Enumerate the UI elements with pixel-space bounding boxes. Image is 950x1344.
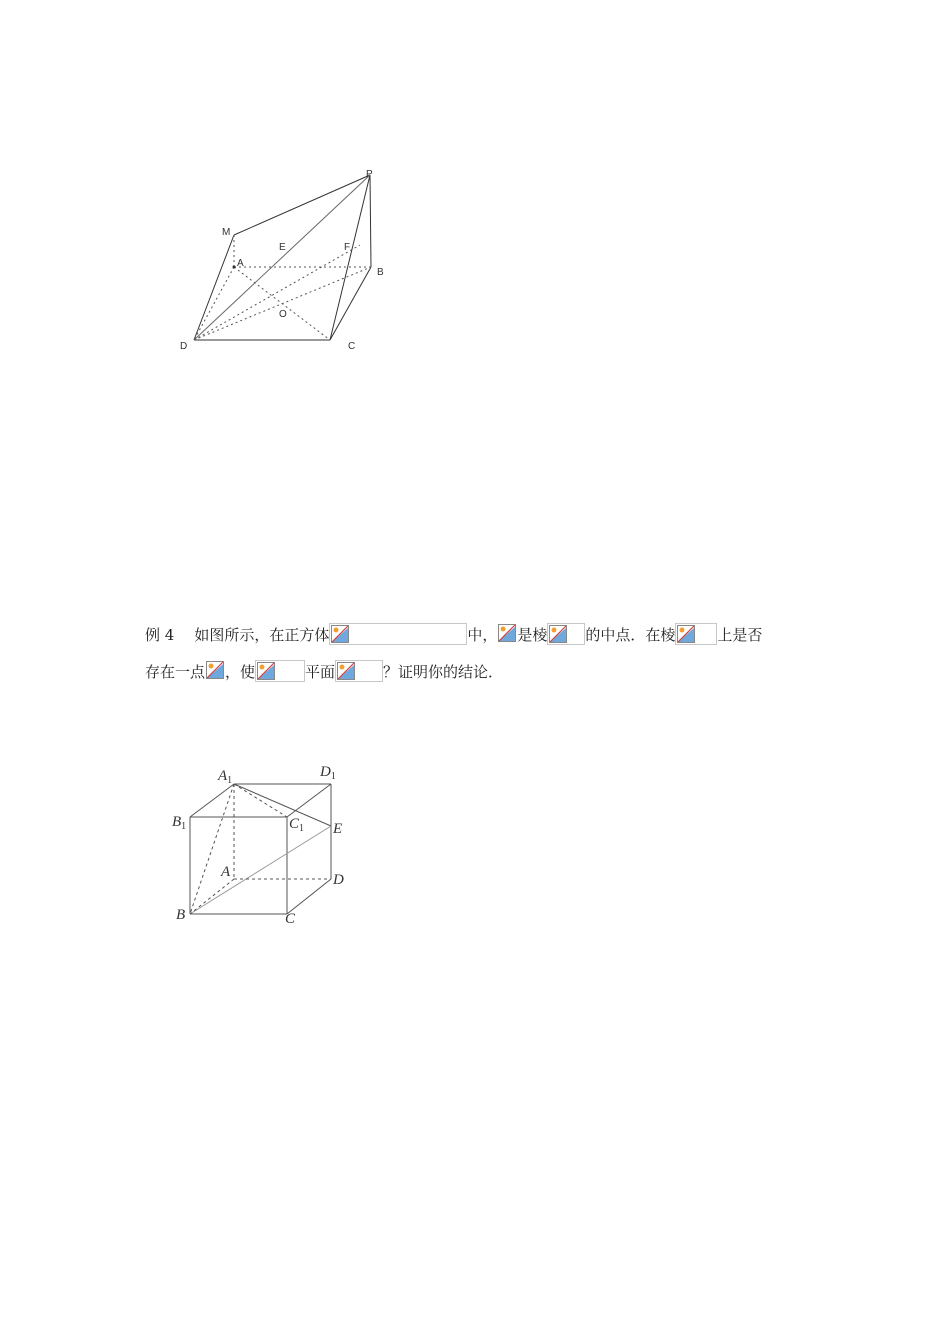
image-placeholder-line <box>255 660 305 682</box>
edge-be <box>190 826 331 914</box>
example4-text: ，使 <box>225 662 256 681</box>
image-placeholder-point-e <box>497 623 517 645</box>
example4-text: 上是否 <box>717 625 763 644</box>
label-b: B <box>176 907 186 923</box>
label-c: C <box>285 911 296 927</box>
edge-a1c1 <box>234 784 287 817</box>
label-a1: $A_1$ <box>218 768 233 786</box>
example4-text: ？证明你的结论． <box>383 662 504 681</box>
label-c: C <box>348 341 356 352</box>
example4-text: 是棱 <box>517 625 548 644</box>
edge-mp <box>234 175 370 235</box>
example4-line1 <box>145 622 762 646</box>
figure-cube <box>165 755 365 935</box>
edge-ab <box>190 879 234 914</box>
example4-line2 <box>145 659 503 683</box>
edge-cd <box>287 879 331 914</box>
label-b1: $B_1$ <box>172 814 187 832</box>
example4-text: 的中点．在棱 <box>585 625 676 644</box>
edge-cb <box>330 267 371 340</box>
edge-c1d1 <box>287 784 331 817</box>
label-d: D <box>333 872 344 888</box>
broken-image-icon <box>257 662 275 680</box>
edge-ad <box>194 267 234 340</box>
edge-cp <box>330 175 370 340</box>
example4-text: 中， <box>467 625 498 644</box>
label-d1: $D_1$ <box>320 764 336 782</box>
example4-text: 存在一点 <box>145 662 206 681</box>
example-number: 例 4 <box>145 625 175 644</box>
broken-image-icon <box>549 625 567 643</box>
edge-a1b <box>190 784 234 914</box>
label-e: E <box>333 821 343 837</box>
image-placeholder-cube-name <box>329 623 467 645</box>
edge-bp <box>370 175 371 267</box>
label-p: P <box>366 169 373 180</box>
label-f: F <box>344 242 351 253</box>
label-o: O <box>279 309 287 320</box>
edge-b1a1 <box>190 784 234 817</box>
label-d: D <box>180 341 188 352</box>
example4-text: 平面 <box>305 662 336 681</box>
broken-image-icon <box>206 661 224 679</box>
label-a: A <box>221 864 231 880</box>
edge-md <box>194 235 234 340</box>
broken-image-icon <box>677 625 695 643</box>
image-placeholder-plane <box>335 660 383 682</box>
label-a: A <box>237 258 244 269</box>
figure-solid-pmabcd <box>170 160 400 360</box>
edge-a1e <box>234 784 331 826</box>
image-placeholder-edge <box>547 623 585 645</box>
label-b: B <box>377 267 384 278</box>
broken-image-icon <box>498 624 516 642</box>
broken-image-icon <box>337 662 355 680</box>
broken-image-icon <box>331 625 349 643</box>
label-e: E <box>279 242 286 253</box>
edge-db <box>194 267 371 340</box>
label-c1: $C_1$ <box>289 816 305 834</box>
image-placeholder-edge2 <box>675 623 717 645</box>
example4-text: 如图所示，在正方体 <box>194 625 330 644</box>
edge-df <box>194 245 360 340</box>
label-m: M <box>222 227 231 238</box>
image-placeholder-point <box>205 660 225 682</box>
